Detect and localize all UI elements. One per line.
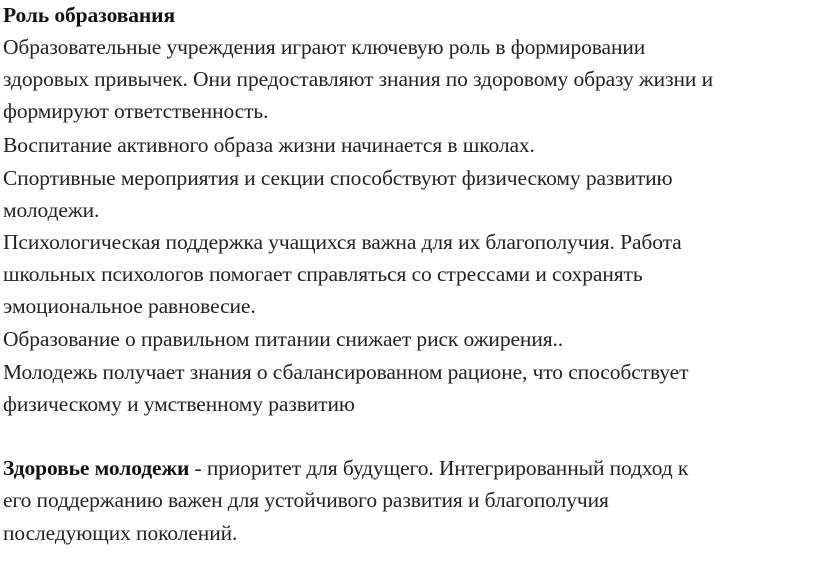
body-line: Образование о правильном питании снижает риск ожирения.. — [3, 327, 564, 351]
body-line: Образовательные учреждения играют ключевую роль в формировании — [3, 35, 646, 59]
body-line: эмоциональное равновесие. — [3, 294, 256, 318]
body-line: физическому и умственному развитию — [3, 392, 355, 416]
conclusion-line: последующих поколений. — [3, 521, 238, 545]
body-line: Психологическая поддержка учащихся важна для их благополучия. Работа — [3, 230, 682, 254]
body-line: здоровых привычек. Они предоставляют знания по здоровому образу жизни и — [3, 67, 713, 91]
conclusion-text: - приоритет для будущего. Интегрированный подход к — [189, 456, 689, 480]
conclusion-line: его поддержанию важен для устойчивого развития и благополучия — [3, 488, 609, 512]
conclusion-term: Здоровье молодежи — [3, 456, 190, 480]
body-line: Воспитание активного образа жизни начинается в школах. — [3, 133, 535, 157]
body-line: Спортивные мероприятия и секции способствуют физическому развитию — [3, 166, 673, 190]
body-line: Молодежь получает знания о сбалансированном рационе, что способствует — [3, 360, 689, 384]
body-line: формируют ответственность. — [3, 99, 269, 123]
body-line: школьных психологов помогает справляться со стрессами и сохранять — [3, 262, 643, 286]
body-line: молодежи. — [3, 198, 100, 222]
heading: Роль образования — [3, 3, 175, 27]
conclusion-line — [3, 456, 688, 481]
